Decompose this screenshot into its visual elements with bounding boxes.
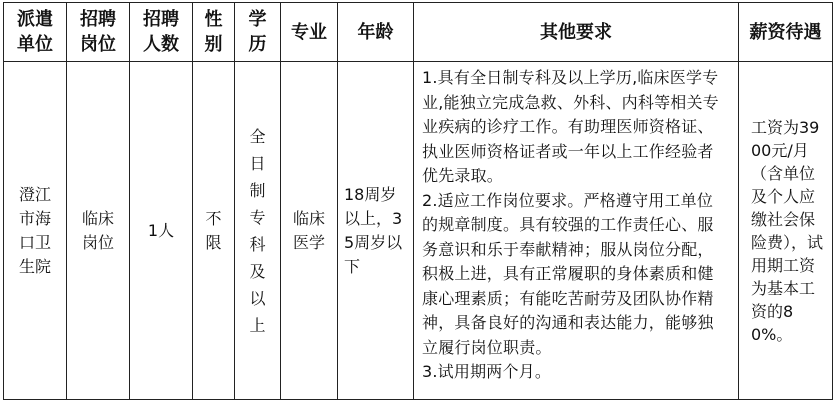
- table-row: [4, 62, 833, 400]
- cell-position: 临床岗位: [67, 62, 130, 400]
- cell-salary: [739, 62, 833, 400]
- requirement-item-2: 2.适应工作岗位要求。严格遵守用工单位的规章制度。具有较强的工作责任心、服务意识和乐于奉献精神；服从岗位分配，积极上进，具有正常履职的身体素质和健康心理素质；有能吃苦耐劳及团队协作精神，具备良好的沟通和表达能力，能够独立履行岗位职责。: [422, 190, 714, 357]
- header-unit: 派遣单位: [4, 3, 67, 62]
- recruitment-table: [3, 2, 833, 400]
- cell-education: 全日制专科及以上: [235, 62, 281, 400]
- age-text: 18周岁以上，35周岁以下: [344, 184, 403, 276]
- requirement-item-3: 3.试用期两个月。: [422, 362, 552, 381]
- cell-unit: 澄江市海口卫生院: [4, 62, 67, 400]
- requirement-item-1: 1.具有全日制专科及以上学历,临床医学专业,能独立完成急救、外科、内科等相关专业疾病的诊疗工作。有助理医师资格证、执业医师资格证者或一年以上工作经验者优先录取。: [422, 68, 719, 185]
- header-position: 招聘岗位: [67, 3, 130, 62]
- cell-age: [338, 62, 414, 400]
- salary-text: 工资为3900元/月（含单位及个人应缴社会保险费），试用期工资为基本工资的80%。: [751, 117, 824, 344]
- header-education: 学历: [235, 3, 281, 62]
- header-major: 专业: [281, 3, 338, 62]
- cell-gender: 不限: [193, 62, 235, 400]
- cell-major: 临床医学: [281, 62, 338, 400]
- header-other: 其他要求: [414, 3, 739, 62]
- cell-count: 1人: [130, 62, 193, 400]
- header-salary: 薪资待遇: [739, 3, 833, 62]
- header-age: 年龄: [338, 3, 414, 62]
- header-row: [4, 3, 833, 62]
- header-count: 招聘人数: [130, 3, 193, 62]
- header-gender: 性别: [193, 3, 235, 62]
- cell-other-requirements: [414, 62, 739, 400]
